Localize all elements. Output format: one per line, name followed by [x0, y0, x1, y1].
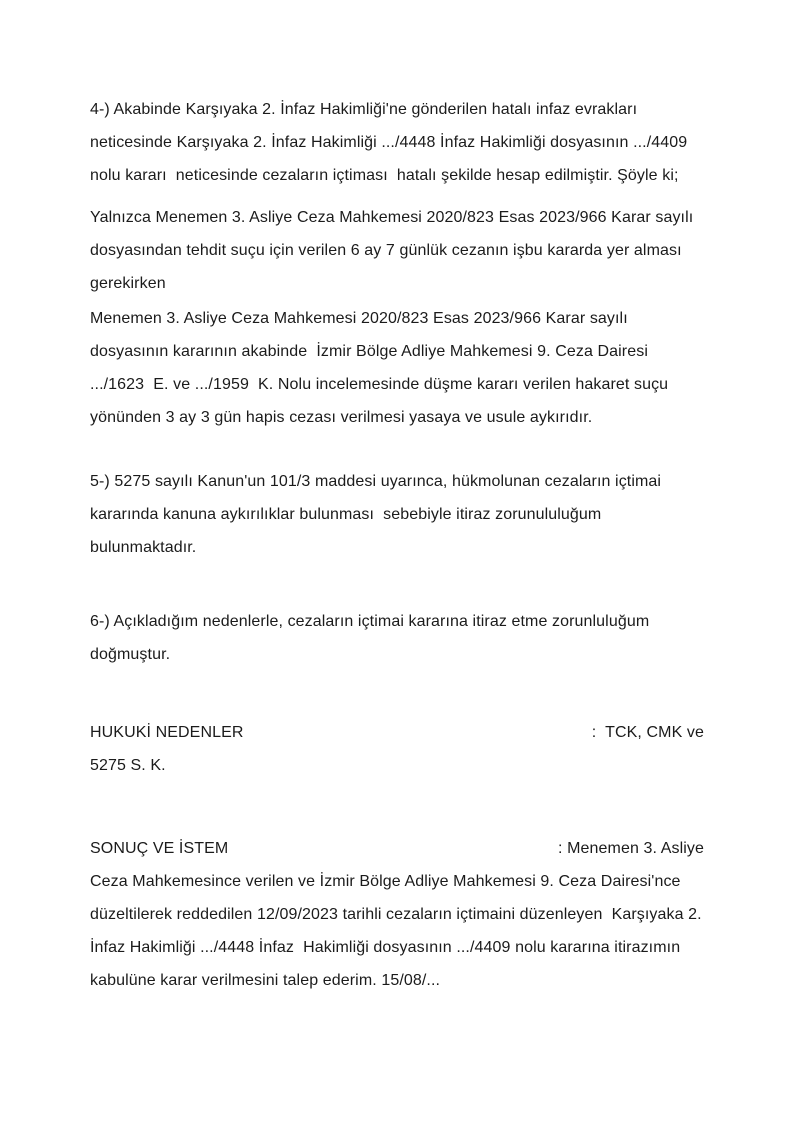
- text-line: 5275 S. K.: [90, 757, 166, 774]
- text-line: 4-) Akabinde Karşıyaka 2. İnfaz Hakimliği'ne gönderilen hatalı infaz evrakları: [90, 101, 638, 118]
- text-line: İnfaz Hakimliği .../4448 İnfaz Hakimliği dosyasının .../4409 nolu kararına itirazımın: [90, 939, 681, 956]
- legal-grounds-row: [90, 716, 718, 749]
- conclusion-row: [90, 832, 718, 865]
- text-line: 5-) 5275 sayılı Kanun'un 101/3 maddesi uyarınca, hükmolunan cezaların içtimai: [90, 473, 662, 490]
- paragraph-item-4: [90, 93, 718, 192]
- paragraph-item-6: [90, 605, 718, 671]
- text-line: yönünden 3 ay 3 gün hapis cezası verilmesi yasaya ve usule aykırıdır.: [90, 409, 593, 426]
- text-line: nolu kararı neticesinde cezaların içtiması hatalı şekilde hesap edilmiştir. Şöyle ki;: [90, 167, 679, 184]
- text-line: bulunmaktadır.: [90, 539, 197, 556]
- text-line: gerekirken: [90, 275, 166, 292]
- text-line: 6-) Açıkladığım nedenlerle, cezaların içtimai kararına itiraz etme zorunluluğum: [90, 613, 650, 630]
- text-line: düzeltilerek reddedilen 12/09/2023 tarihli cezaların içtimaini düzenleyen Karşıyaka 2.: [90, 906, 702, 923]
- text-line: doğmuştur.: [90, 646, 171, 663]
- paragraph-item-5: [90, 465, 718, 564]
- conclusion-label: SONUÇ VE İSTEM: [90, 840, 229, 857]
- text-line: Ceza Mahkemesince verilen ve İzmir Bölge Adliye Mahkemesi 9. Ceza Dairesi'nce: [90, 873, 681, 890]
- paragraph-menemen: [90, 302, 718, 434]
- paragraph-yalnizca: [90, 201, 718, 300]
- conclusion-value: : Menemen 3. Asliye: [558, 840, 704, 857]
- text-line: kabulüne karar verilmesini talep ederim. 15/08/...: [90, 972, 441, 989]
- text-line: Menemen 3. Asliye Ceza Mahkemesi 2020/823 Esas 2023/966 Karar sayılı: [90, 310, 628, 327]
- conclusion-section: [90, 832, 718, 997]
- legal-grounds-label: HUKUKİ NEDENLER: [90, 724, 244, 741]
- text-line: Yalnızca Menemen 3. Asliye Ceza Mahkemesi 2020/823 Esas 2023/966 Karar sayılı: [90, 209, 694, 226]
- legal-grounds-value: : TCK, CMK ve: [591, 724, 704, 741]
- text-line: dosyasının kararının akabinde İzmir Bölge Adliye Mahkemesi 9. Ceza Dairesi: [90, 343, 648, 360]
- text-line: .../1623 E. ve .../1959 K. Nolu incelemesinde düşme kararı verilen hakaret suçu: [90, 376, 669, 393]
- legal-grounds-section: [90, 716, 718, 782]
- text-line: kararında kanuna aykırılıklar bulunması sebebiyle itiraz zorunululuğum: [90, 506, 602, 523]
- text-line: neticesinde Karşıyaka 2. İnfaz Hakimliği .../4448 İnfaz Hakimliği dosyasının .../4409: [90, 134, 688, 151]
- text-line: dosyasından tehdit suçu için verilen 6 ay 7 günlük cezanın işbu kararda yer alması: [90, 242, 682, 259]
